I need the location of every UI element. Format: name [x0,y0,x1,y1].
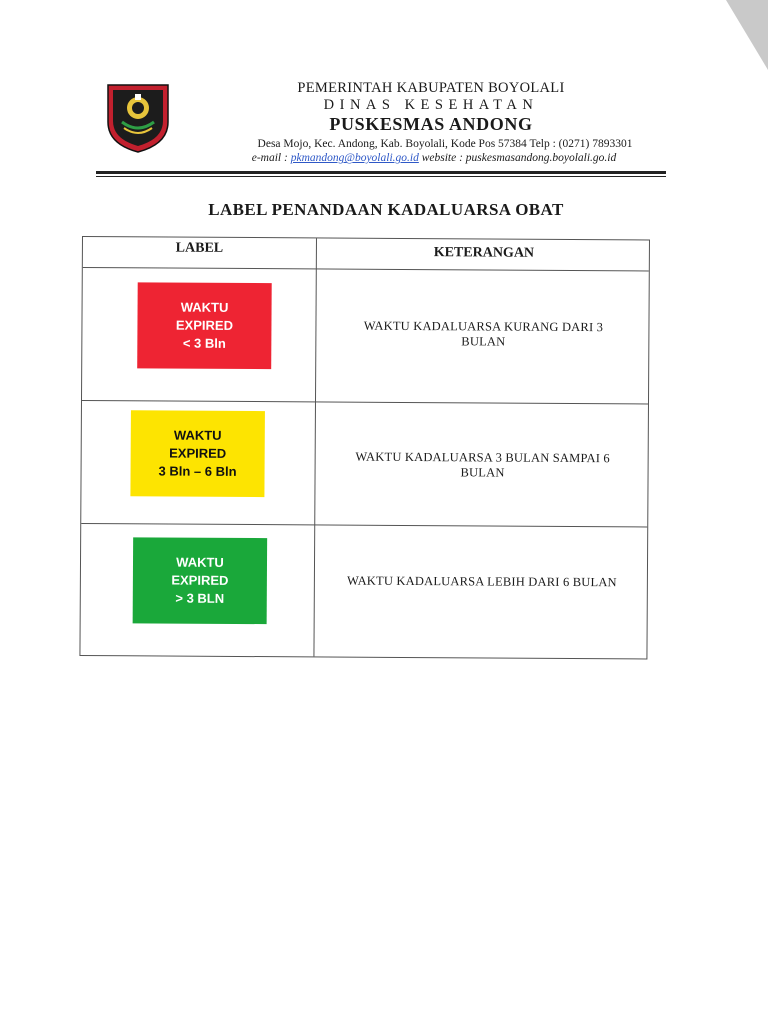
letterhead-divider [96,171,666,177]
email-prefix: e-mail : [251,152,291,165]
description-line: WAKTU KADALUARSA KURANG DARI 3 [363,318,604,335]
expiry-badge-red [137,282,272,369]
description-line: WAKTU KADALUARSA 3 BULAN SAMPAI 6 [355,449,610,466]
institution-name: PUSKESMAS ANDONG [329,114,533,135]
department-name: DINAS KESEHATAN [323,97,539,114]
badge-line: 3 Bln – 6 Bln [158,463,237,479]
header-description: KETERANGAN [433,245,535,261]
badge-line: WAKTU [176,554,224,570]
expiry-badge-yellow [130,410,265,497]
badge-line: WAKTU [173,427,222,443]
row-description [316,449,650,481]
document-title: LABEL PENANDAAN KADALUARSA OBAT [208,200,564,219]
institution-address: Desa Mojo, Kec. Andong, Kab. Boyolali, Kode Pos 57384 Telp : (0271) 7893301 [257,138,633,151]
description-line: BULAN [461,334,506,349]
description-line: BULAN [460,465,505,480]
badge-line: < 3 Bln [182,335,226,351]
boyolali-regency-emblem-icon [104,82,172,154]
expiry-label-table [79,236,650,659]
row-divider [81,523,647,527]
column-divider [313,238,317,656]
scan-page-corner [726,0,768,70]
contact-line [196,152,666,164]
badge-line: WAKTU [180,299,229,315]
header-label: LABEL [175,240,224,256]
letterhead-text [196,78,666,164]
badge-line: EXPIRED [169,445,227,461]
email-link[interactable]: pkmandong@boyolali.go.id [290,152,419,165]
expiry-badge-green [133,537,268,624]
letterhead [96,78,666,178]
badge-line: EXPIRED [171,572,229,588]
description-line: WAKTU KADALUARSA LEBIH DARI 6 BULAN [346,573,617,590]
row-divider [82,400,648,404]
website-prefix: website : [418,152,466,165]
row-description [315,573,649,590]
government-name: PEMERINTAH KABUPATEN BOYOLALI [297,80,565,96]
row-description [316,318,650,350]
badge-line: EXPIRED [175,317,234,333]
badge-line: > 3 BLN [175,590,225,606]
website-text: puskesmasandong.boyolali.go.id [465,152,617,165]
